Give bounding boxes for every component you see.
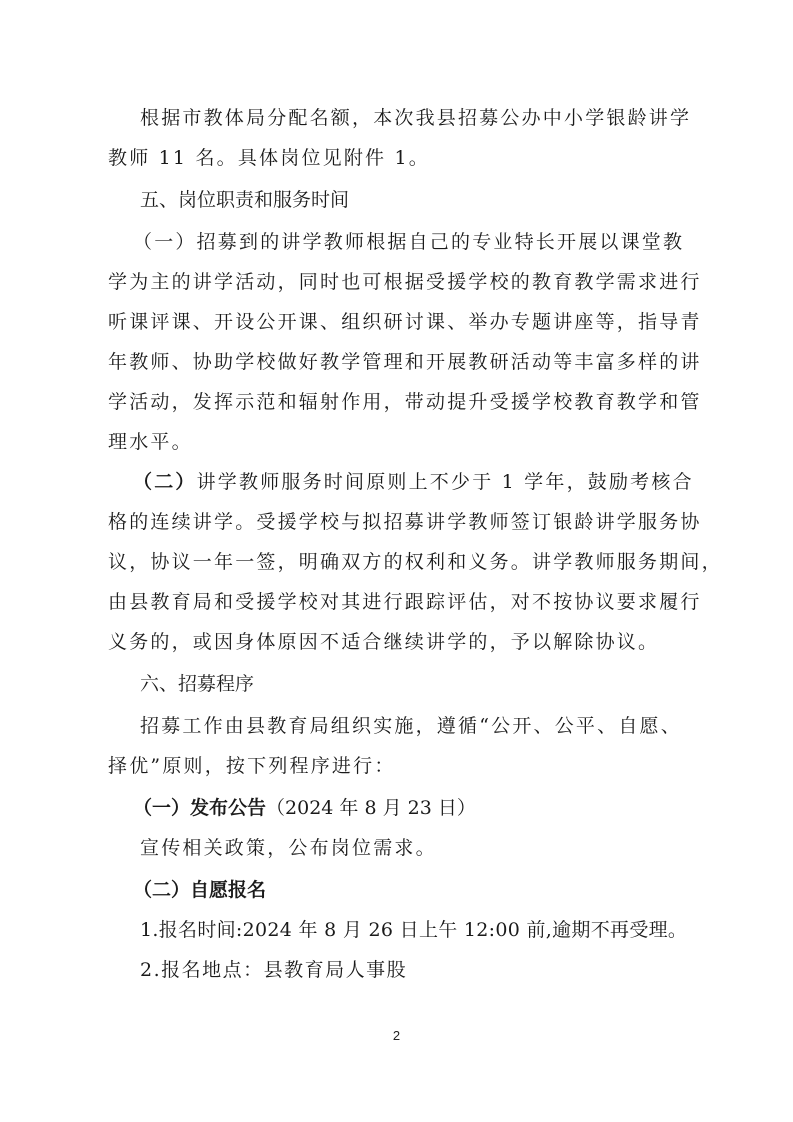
paragraph-text: 讲学教师服务时间原则上不少于 1 学年，鼓励考核合	[196, 471, 694, 493]
paragraph-line: 义务的，或因身体原因不适合继续讲学的，予以解除协议。	[108, 631, 660, 653]
step-heading	[133, 788, 476, 828]
section-heading: 五、岗位职责和服务时间	[140, 189, 350, 211]
step-title: （一）发布公告	[133, 797, 267, 819]
paragraph-line: 学活动，发挥示范和辐射作用，带动提升受援学校教育教学和管	[108, 391, 702, 413]
step-title: （二）自愿报名	[133, 879, 267, 901]
section-heading: 六、招募程序	[140, 673, 255, 695]
paragraph-line: （一）招募到的讲学教师根据自己的专业特长开展以课堂教	[133, 231, 685, 253]
paragraph-line: 议，协议一年一签，明确双方的权利和义务。讲学教师服务期间，	[108, 551, 723, 573]
paragraph-line: 年教师、协助学校做好教学管理和开展教研活动等丰富多样的讲	[108, 351, 702, 373]
list-item: 2.报名地点：县教育局人事股	[140, 959, 408, 981]
paragraph-line: 学为主的讲学活动，同时也可根据受援学校的教育教学需求进行	[108, 271, 702, 293]
paragraph-line	[133, 462, 694, 502]
subsection-label: （二）	[133, 471, 197, 493]
paragraph-line: 招募工作由县教育局组织实施，遵循“公开、公平、自愿、	[140, 715, 682, 737]
paragraph-line: 根据市教体局分配名额，本次我县招募公办中小学银龄讲学	[140, 107, 692, 129]
paragraph-line: 择优”原则，按下列程序进行：	[108, 755, 396, 777]
paragraph-line: 理水平。	[108, 431, 193, 453]
page-number: 2	[392, 1028, 401, 1043]
paragraph-line: 格的连续讲学。受援学校与拟招募讲学教师签订银龄讲学服务协	[108, 511, 702, 533]
list-item: 1.报名时间:2024 年 8 月 26 日上午 12:00 前,逾期不再受理。	[140, 919, 688, 941]
paragraph-line: 听课评课、开设公开课、组织研讨课、举办专题讲座等，指导青	[108, 311, 702, 333]
step-date: （2024 年 8 月 23 日）	[266, 797, 476, 819]
step-heading	[133, 870, 266, 910]
paragraph-line: 由县教育局和受援学校对其进行跟踪评估，对不按协议要求履行	[108, 591, 702, 613]
paragraph-line: 宣传相关政策，公布岗位需求。	[140, 837, 437, 859]
paragraph-line: 教师 11 名。具体岗位见附件 1。	[108, 147, 430, 169]
